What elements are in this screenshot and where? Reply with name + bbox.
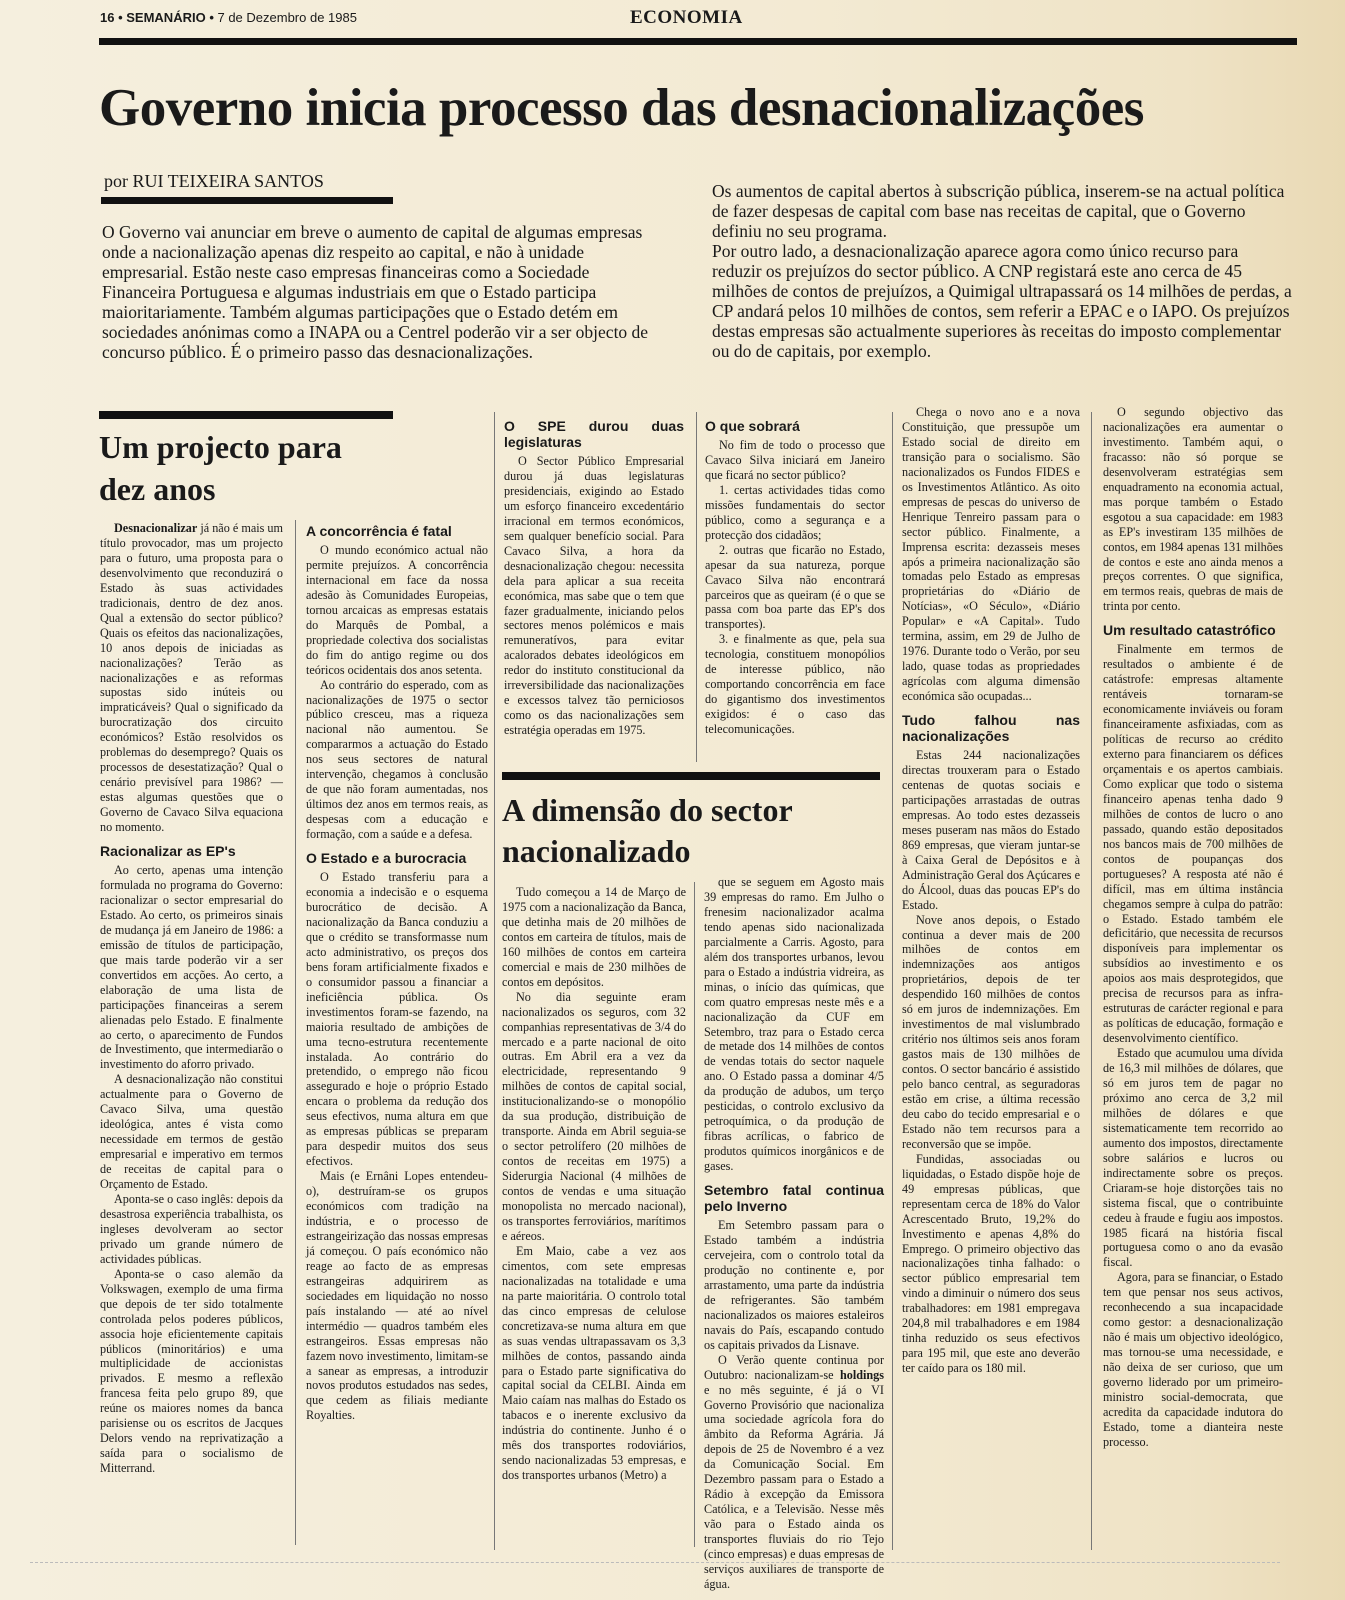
- paragraph: Aponta-se o caso alemão da Volkswagen, exemplo de uma firma que depois de ter sido totalmente controlada pelos poderes públicos, associa hoje eficientemente capitais públicos (minoritários) e uma multiplicidade de accionistas privados. E mesmo a reflexão francesa feita pelo grupo 89, que reúne os maiores nomes da banca parisiense ou os escritos de Jacques Delors vendo na reprivatização a saída para o socialismo de Mitterrand.: [100, 1266, 283, 1476]
- section-title: ECONOMIA: [630, 7, 743, 28]
- lead-right-p2: Por outro lado, a desnacionalização aparece agora como único recurso para reduzir os prejuízos do sector público. A CNP registará este ano cerca de 45 milhões de contos de prejuízos, a Quimigal ultrapassará os 14 milhões de perdas, a CP andará pelos 10 milhões de contos, sem referir a EPAC e o IAPO. Os prejuízos destas empresas são actualmente superiores às receitas do imposto complementar ou do de capitais, por exemplo.: [712, 241, 1292, 361]
- paragraph: 3. e finalmente as que, pela sua tecnologia, constituem monopólios de interesse público, não comportando concorrência em face do gigantismo dos investimentos exigidos: é o caso das telecomunicações.: [705, 632, 885, 737]
- column-divider: [696, 412, 697, 762]
- paragraph-text: O Verão quente continua por Outubro: nacionalizam-se: [704, 1352, 884, 1382]
- column-story2-2: [704, 875, 884, 1592]
- paragraph: Nove anos depois, o Estado continua a dever mais de 200 milhões de contos em indemnizações aos antigos proprietários, depois de ter despendido 160 milhões de contos só em juros de indemnizações. Em investimentos de mal vislumbrado critério nos últimos seis anos foram gastos mais de 130 milhões de contos. O sector bancário é assistido pelo banco central, as seguradoras estão em crise, a última recessão deu cabo do tecido empresarial e o Estado não tem recursos para a reconversão que se impõe.: [902, 912, 1080, 1151]
- byline: por RUI TEIXEIRA SANTOS: [104, 171, 324, 191]
- page-number: 16: [100, 10, 115, 25]
- subhead-resultado: Um resultado catastrófico: [1103, 622, 1276, 639]
- paragraph: O Sector Público Empresarial durou já duas legislaturas presidenciais, exigindo ao Estado um esforço financeiro excedentário irracional em termos económicos, sem qualquer benefício social. Para Cavaco Silva, a hora da desnacionalização chegou: necessita dela para aplicar a sua receita económica, mas sabe que o tem que fazer gradualmente, iniciando pelos sectores menos polémicos e mais remuneratívos, para evitar acalorados debates ideológicos em redor do instituto constitucional da irreversibilidade das nacionalizações e excessos talvez tão perniciosos como os das nacionalizações sem estratégia operadas em 1975.: [504, 454, 684, 738]
- subhead-concorrencia: A concorrência é fatal: [306, 523, 452, 539]
- paragraph: Fundidas, associadas ou liquidadas, o Estado dispõe hoje de 49 empresas públicas, que representam cerca de 18% do Valor Acrescentado Bruto, 19,2% do Investimento e apenas 4,8% do Emprego. O primeiro objectivo das nacionalizações tinha falhado: o sector público empresarial tem vindo a diminuir o número dos seus trabalhadores: em 1981 empregava 204,8 mil trabalhadores e em 1984 tinha reduzido os seus efectivos para 195 mil, que este ano deverão ter caído para os 180 mil.: [902, 1151, 1080, 1376]
- kicker-dimensao: A dimensão do sector nacionalizado: [502, 792, 793, 869]
- paragraph: [100, 521, 283, 835]
- subhead-falhou: Tudo falhou nas nacionalizações: [902, 712, 1080, 745]
- subhead-setembro: Setembro fatal continua pelo Inverno: [704, 1182, 884, 1215]
- subhead-sobrara: O que sobrará: [705, 418, 800, 434]
- paragraph: Em Setembro passam para o Estado também a indústria cervejeira, com o controlo total da produção no continente e, por arrastamento, uma parte da indústria de refrigerantes. São também nacionalizados os maiores estaleiros navais do País, escapando contudo os capitais privados da Lisnave.: [704, 1218, 884, 1352]
- paragraph: O Estado transferiu para a economia a indecisão e o esquema burocrático de decisão. A nacionalização da Banca conduziu a que o crédito se transformasse num acto administrativo, os preços dos bens foram artificialmente fixados e o consumidor passou a financiar a ineficiência pública. Os investimentos foram-se fazendo, na maioria resultado de ambições de uma tecno-estrutura recentemente instalada. Ao contrário do pretendido, o emprego não ficou assegurado e hoje o próprio Estado encara o problema da redução dos seus efectivos, numa altura em que as empresas públicas se preparam para despedir muitos dos seus efectivos.: [306, 870, 488, 1169]
- column-divider: [295, 520, 296, 1545]
- column-divider: [1091, 412, 1092, 1550]
- headline: Governo inicia processo das desnacionalizações: [99, 79, 1144, 137]
- paragraph: que se seguem em Agosto mais 39 empresas do ramo. Em Julho o frenesim nacionalizador acalma tendo apenas sido nacionalizada parcialmente a Carris. Agosto, para além dos transportes urbanos, levou para o Estado a indústria vidreira, as minas, o início das químicas, que com quatro empresas neste mês e a nacionalização da CUF em Setembro, traz para o Estado cerca de metade dos 14 milhões de contos de vendas totais do sector naquele ano. O Estado passa a dominar 4/5 da produção de adubos, um terço pesticidas, o controlo exclusivo da petroquímica, o da produção de fibras acrílicas, o fabrico de produtos químicos inorgânicos e de gases.: [704, 875, 884, 1174]
- paragraph-text: e no mês seguinte, é já o VI Governo Provisório que nacionaliza uma sociedade agrícola fora do âmbito da Reforma Agrária. Já depois de 25 de Novembro é a vez da Comunicação Social. Em Dezembro passam para o Estado a Rádio à excepção da Emissora Católica, e a Televisão. Nesse mês vão para o Estado ainda os transportes fluviais do rio Tejo (cinco empresas) e duas empresas de serviços auxiliares de transporte de água.: [704, 1382, 884, 1591]
- paragraph: Ao certo, apenas uma intenção formulada no programa do Governo: racionalizar o sector empresarial do Estado. Ao certo, os primeiros sinais de mudança já em Janeiro de 1986: a emissão de títulos de participação, que mais tarde poderão vir a ser convertidos em acções. Ao certo, a elaboração de uma lista de participações financeiras a serem alienadas pelo Estado. E finalmente ao certo, o aparecimento de Fundos de Investimento, que intermediarão o investimento do aforro privado.: [100, 863, 283, 1072]
- byline-rule: [101, 197, 393, 204]
- paragraph: Chega o novo ano e a nova Constituição, que pressupõe um Estado social de direito em transição para o socialismo. São nacionalizados os Fundos FIDES e os Investimentos Atlântico. As oito empresas de pescas do universo de Henrique Tenreiro passam para o sector público. Finalmente, a Imprensa escrita: dezasseis meses após a primeira nacionalização são tomadas pelo Estado as empresas proprietárias do «Diário de Notícias», «O Século», «Diário Popular» e «A Capital». Tudo termina, assim, em 29 de Julho de 1976. Durante todo o Verão, por seu lado, quase todas as propriedades agrícolas com alguma dimensão económica são ocupadas...: [902, 405, 1080, 704]
- paragraph: Tudo começou a 14 de Março de 1975 com a nacionalização da Banca, que detinha mais de 20 milhões de contos em carteira de títulos, mais de 160 milhões de contos em carteira comercial e mais de 230 milhões de contos em depósitos.: [502, 885, 686, 989]
- paragraph: Finalmente em termos de resultados o ambiente é de catástrofe: empresas altamente rentáveis tornaram-se economicamente inviáveis ou foram financeiramente asfixiadas, com as políticas de recurso ao crédito externo para financiarem os défices orçamentais e os apertos cambiais. Como explicar que todo o sistema financeiro apenas tenha dado 9 milhões de contos de lucro o ano passado, quando estão depositados nos bancos mais de 700 milhões de contos de poupanças dos portugueses? A resposta até não é difícil, mas em última instância chegamos sempre à culpa do patrão: o Estado. Estado também ele deficitário, que necessita de recursos disponíveis para implementar os subsídios ao investimento e os apoios aos mais desprotegidos, que precisa de recursos para as infra-estruturas de carácter regional e para as políticas de educação, formação e desenvolvimento científico.: [1103, 642, 1283, 1046]
- emphasis: holdings: [839, 1367, 885, 1382]
- kicker-rule: [502, 772, 880, 780]
- column-divider: [694, 882, 695, 1547]
- paragraph: No fim de todo o processo que Cavaco Silva iniciará em Janeiro que ficará no sector público?: [705, 438, 885, 482]
- lead-paragraph-right: [712, 181, 1292, 361]
- paragraph: Estado que acumulou uma dívida de 16,3 mil milhões de dólares, que só em juros tem de pagar no próximo ano cerca de 3,2 mil milhões de dólares e que sistematicamente tem recorrido ao aumento dos impostos, directamente sobre salários e lucros ou indirectamente sobre os preços. Criaram-se hoje distorções tais no sistema fiscal, que o contribuinte cedeu à fraude e fugiu aos impostos. 1985 ficará na história fiscal portuguesa como o ano da evasão fiscal.: [1103, 1046, 1283, 1270]
- column-1: [100, 521, 283, 1476]
- page-header: 16 • SEMANÁRIO • 7 de Dezembro de 1985: [100, 10, 357, 25]
- paragraph: Ao contrário do esperado, com as nacionalizações de 1975 o sector público cresceu, mas a riqueza nacional não aumentou. Se compararmos a actuação do Estado nos seus sectores de natural intervenção, chegamos à conclusão de que não foram aumentadas, nos últimos dez anos em termos reais, as despesas com a educação e formação, com a saúde e a defesa.: [306, 677, 488, 842]
- lead-word: Desnacionalizar: [114, 521, 198, 535]
- lead-paragraph-left: O Governo vai anunciar em breve o aumento de capital de algumas empresas onde a nacionalização apenas diz respeito ao capital, e não à unidade empresarial. Estão neste caso empresas financeiras como a Sociedade Financeira Portuguesa e algumas industriais em que o Estado participa maioritariamente. Também algumas participações que o Estado detém em sociedades anónimas como a INAPA ou a Centrel poderão vir a ser objecto de concurso público. É o primeiro passo das desnacionalizações.: [102, 222, 649, 362]
- paragraph: 2. outras que ficarão no Estado, apesar da sua natureza, porque Cavaco Silva não encontrará parceiros que as queiram (é o que se passa com boa parte das EP's dos transportes).: [705, 542, 885, 632]
- kicker-rule: [99, 411, 393, 419]
- paragraph: O mundo económico actual não permite prejuízos. A concorrência internacional em face da nossa adesão às Comunidades Europeias, tornou arcaicas as empresas estatais do Marquês de Pombal, a propriedade colectiva dos socialistas do fim do antigo regime ou dos teóricos ocidentais dos anos setenta.: [306, 543, 488, 677]
- subhead-racionalizar: Racionalizar as EP's: [100, 843, 236, 860]
- column-divider: [494, 412, 495, 1550]
- paragraph: Agora, para se financiar, o Estado tem que pensar nos seus activos, reconhecendo a sua incapacidade como gestor: a desnacionalização não é mais um objectivo ideológico, mas tornou-se uma necessidade, e não deixa de ser curioso, que um governo liderado por um primeiro-ministro social-democrata, que acredita da capacidade indutora do Estado, tome a dianteira neste processo.: [1103, 1270, 1283, 1449]
- subhead-estado: O Estado e a burocracia: [306, 850, 467, 867]
- paragraph: Estas 244 nacionalizações directas trouxeram para o Estado centenas de quotas sociais e participações arrastadas de outras empresas. Ao todo estes dezasseis meses puseram nas mãos do Estado 869 empresas, que vieram juntar-se à Caixa Geral de Depósitos e à Administração Geral dos Açúcares e do Álcool, duas das poucas EP's do Estado.: [902, 748, 1081, 912]
- paragraph: Mais (e Ernâni Lopes entendeu-o), destruíram-se os grupos económicos com tradição na indústria, e o processo de estrangeirização das nossas empresas já começou. O país económico não reage ao facto de as empresas estrangeiras adquirirem as sociedades em liquidação no nosso país instalando — até ao nível intermédio — quadros também eles estrangeiros. Essas empresas não fazem novo investimento, limitam-se a sanear as empresas, a introduzir novos produtos estudados nas sedes, que cedem as filiais mediante Royalties.: [306, 1169, 488, 1423]
- header-rule: [99, 38, 1297, 45]
- column-3: [504, 410, 684, 738]
- publication-name: SEMANÁRIO: [126, 10, 206, 25]
- paragraph: O segundo objectivo das nacionalizações era aumentar o investimento. Também aqui, o fracasso: não só porque se desenvolveram estratégias sem enquadramento na economia actual, mas porque também o Estado esgotou a sua capacidade: em 1983 as EP's investiram 135 milhões de contos, em 1984 apenas 131 milhões de contos e este ano ainda menos a preços correntes. O que significa, em termos reais, quebras de mais de trinta por cento.: [1103, 405, 1283, 614]
- paragraph: [704, 1353, 884, 1592]
- paragraph: Aponta-se o caso inglês: depois da desastrosa experiência trabalhista, os ingleses devolveram ao sector privado um grande número de actividades públicas.: [100, 1191, 283, 1266]
- paragraph: A desnacionalização não constitui actualmente para o Governo de Cavaco Silva, uma questão ideológica, antes é vista como necessidade em termos de gestão empresarial e imperativo em termos de receitas de capital para o Orçamento de Estado.: [100, 1072, 283, 1192]
- column-4: [705, 410, 885, 737]
- column-6: [1103, 405, 1283, 1450]
- paragraph: 1. certas actividades tidas como missões fundamentais do sector público, como a segurança e a protecção dos cidadãos;: [705, 482, 885, 542]
- page-edge: [30, 1562, 1280, 1563]
- column-5: [902, 405, 1080, 1376]
- paragraph: No dia seguinte eram nacionalizados os seguros, com 32 companhias representativas de 3/4 do mercado e a parte nacional de oito outras. Em Abril era a vez da electricidade, representando 9 milhões de contos de capital social, institucionalizando-se o monopólio da sua produção, distribuição de transporte. Ainda em Abril seguia-se o sector petrolífero (20 milhões de contos de receitas em 1975) a Siderurgia Nacional (4 milhões de contos de vendas e uma situação monopolista no mercado nacional), os transportes ferroviários, marítimos e aéreos.: [502, 989, 686, 1243]
- column-story2-1: [502, 885, 686, 1483]
- issue-date: 7 de Dezembro de 1985: [217, 10, 357, 25]
- column-divider: [892, 412, 893, 1550]
- paragraph-text: já não é mais um título provocador, mas um projecto para o futuro, uma proposta para o desenvolvimento que reconduzirá o Estado às suas actividades tradicionais, dentro de dez anos. Qual a extensão do sector público? Quais os efeitos das nacionalizações, 10 anos depois de iniciadas as nacionalizações? Terão as nacionalizações e as reformas supostas sido inúteis ou impraticáveis? Qual o significado da burocratização dos circuito económicos? Estão resolvidos os problemas do desemprego? Quais os processos de desestatização? Qual o cenário previsível para 1986? — estas algumas questões que o Governo de Cavaco Silva equaciona no momento.: [100, 521, 283, 835]
- lead-right-p1: Os aumentos de capital abertos à subscrição pública, inserem-se na actual política de fazer despesas de capital com base nas receitas de capital, que o Governo definiu no seu programa.: [712, 181, 1285, 241]
- paragraph: Em Maio, cabe a vez aos cimentos, com sete empresas nacionalizadas na totalidade e uma na parte maioritária. O controlo total das cinco empresas de celulose concretizava-se numa altura em que as suas vendas ultrapassavam os 3,3 milhões de contos, passando ainda para o Estado parte significativa do capital social da CELBI. Ainda em Maio caíam nas malhas do Estado os tabacos e o inerente exclusivo da indústria do continente. Junho é o mês dos transportes rodoviários, sendo nacionalizadas 53 empresas, e dos transportes urbanos (Metro) a: [502, 1243, 686, 1483]
- column-2: [306, 515, 488, 1423]
- subhead-spe: O SPE durou duas legislaturas: [504, 418, 684, 450]
- kicker-projecto: Um projecto para dez anos: [99, 429, 342, 507]
